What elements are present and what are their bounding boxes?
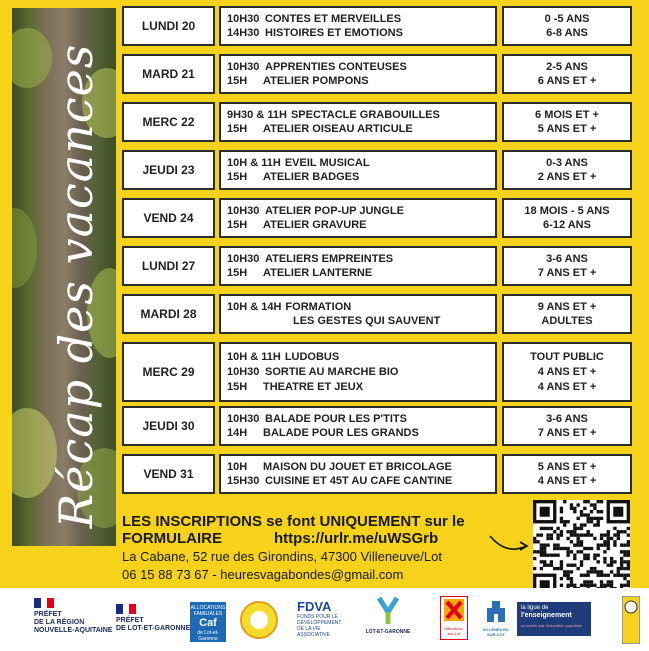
activity-time: 10H30 [227,366,260,378]
day-label: JEUDI 30 [122,406,215,446]
qr-code[interactable] [533,500,630,597]
activity-line [227,122,495,136]
activity-time: 15H [227,75,248,87]
castle-icon [483,598,509,624]
activity-line [227,412,495,426]
age-range: 6 MOIS ET + [535,109,599,121]
activity-name: ATELIER BADGES [263,171,360,183]
activities-cell [219,54,497,94]
contact-text: 06 15 88 73 67 - heuresvagabondes@gmail.com [122,567,404,582]
age-range: 0 -5 ANS [544,13,590,25]
age-range: 18 MOIS - 5 ANS [524,205,610,217]
schedule-row [122,102,632,146]
age-range: TOUT PUBLIC [530,351,604,363]
activity-line [227,426,495,440]
activity-line [227,380,495,395]
logo-caf: ALLOCATIONS FAMILIALES Caf de Lot-et-Garonne [190,602,226,642]
logo-lot-et-garonne: LOT-ET-GARONNE [362,596,414,635]
activity-name: CUISINE ET 45T AU CAFE CANTINE [265,475,453,487]
activity-name: BALADE POUR LES P'TITS [265,413,407,425]
schedule-row [122,6,632,50]
logo-prefet-dept: PRÉFET DE LOT-ET-GARONNE [116,604,190,633]
activity-name: SORTIE AU MARCHE BIO [265,366,399,378]
age-range: 6-8 ANS [546,27,588,39]
ages-cell [502,54,632,94]
activity-name: BALADE POUR LES GRANDS [263,427,419,439]
activities-cell [219,294,497,334]
activity-line [227,26,495,40]
activity-line [227,266,495,280]
activity-time: 10H30 [227,61,260,73]
activity-line [227,60,495,74]
day-label: LUNDI 27 [122,246,215,286]
logo-fdva: FDVA FONDS POUR LE DÉVELOPPEMENT DE LA VIE ASSOCIATIVE [297,599,342,638]
activity-line [227,108,495,122]
activity-name: APPRENTIES CONTEUSES [265,61,407,73]
activity-name: LUDOBUS [284,351,340,363]
day-label: MERC 22 [122,102,215,142]
logo-round-yellow [236,600,282,640]
activity-time: 10H30 [227,253,260,265]
cross-icon [442,597,466,623]
day-label: JEUDI 23 [122,150,215,190]
age-range: 6-12 ANS [543,219,591,231]
age-range: 2-5 ANS [546,61,588,73]
ages-cell [502,198,632,238]
day-label: MARDI 28 [122,294,215,334]
age-range: 7 ANS ET + [537,427,597,439]
registration-info [122,513,522,583]
activity-time: 10H & 11H [227,351,281,363]
schedule-row [122,150,632,194]
french-flag-icon [34,598,54,608]
ages-cell [502,6,632,46]
y-mark-icon [373,596,403,626]
age-range: 5 ANS ET + [537,123,597,135]
age-range: 3-6 ANS [546,253,588,265]
side-title: Récap des vacances [49,43,103,529]
activity-name: ATELIERS EMPREINTES [265,253,394,265]
ages-cell [502,294,632,334]
age-range: ADULTES [541,315,593,327]
age-range: 9 ANS ET + [537,301,597,313]
activity-line [227,300,495,314]
schedule-row [122,454,632,498]
activity-name: SPECTACLE GRABOUILLES [290,109,440,121]
activity-time: 15H [227,123,248,135]
activity-time: 15H [227,171,248,183]
activity-name: ATELIER GRAVURE [263,219,367,231]
ages-cell [502,150,632,190]
partner-logos [0,588,649,651]
day-label: MERC 29 [122,342,215,402]
activities-cell [219,246,497,286]
activity-name: EVEIL MUSICAL [284,157,370,169]
activities-cell [219,454,497,494]
ages-cell [502,454,632,494]
activities-cell [219,6,497,46]
form-url[interactable]: https://urlr.me/uWSGrb [274,530,439,547]
activity-time: 15H [227,381,248,393]
activity-line [227,12,495,26]
day-label: MARD 21 [122,54,215,94]
registration-text: LES INSCRIPTIONS se font UNIQUEMENT sur le [122,513,465,530]
activity-line [227,474,495,488]
age-range: 0-3 ANS [546,157,588,169]
activity-name: CONTES ET MERVEILLES [265,13,402,25]
activity-time: 10H30 [227,205,260,217]
activity-line [227,170,495,184]
form-word: FORMULAIRE [122,530,222,547]
activity-line [227,460,495,474]
age-range: 3-6 ANS [546,413,588,425]
schedule-row [122,294,632,338]
logo-villeneuve: Villeneuve-sur-Lot [440,596,468,640]
activity-time: 15H [227,219,248,231]
arrow-icon [488,530,532,556]
activity-name: LES GESTES QUI SAUVENT [293,315,441,327]
activity-time: 14H30 [227,27,260,39]
day-label: VEND 31 [122,454,215,494]
activity-line [227,156,495,170]
activity-time: 10H30 [227,13,260,25]
age-range: 5 ANS ET + [537,461,597,473]
day-label: VEND 24 [122,198,215,238]
ages-cell [502,406,632,446]
schedule-row [122,54,632,98]
age-range: 2 ANS ET + [537,171,597,183]
age-range: 4 ANS ET + [537,366,597,378]
age-range: 6 ANS ET + [537,75,597,87]
activity-name: ATELIER POP-UP JUNGLE [265,205,404,217]
activity-name: ATELIER OISEAU ARTICULE [263,123,413,135]
address-text: La Cabane, 52 rue des Girondins, 47300 Villeneuve/Lot [122,549,442,564]
ages-cell [502,102,632,142]
activities-cell [219,150,497,190]
logo-ligue-enseignement: la ligue de l'enseignement un avenir par l'éducation populaire [517,602,591,636]
activity-line [227,365,495,380]
logo-villeneuve-sur-lot: VILLENEUVE-SUR-LOT [478,598,514,637]
french-flag-icon [116,604,136,614]
activity-line [227,350,495,365]
logo-prefet-region: PRÉFET DE LA RÉGION NOUVELLE-AQUITAINE [34,598,112,635]
activity-time: 15H30 [227,475,260,487]
circle-emblem-icon [623,599,639,615]
age-range: 7 ANS ET + [537,267,597,279]
activities-cell [219,406,497,446]
schedule-row [122,342,632,393]
activity-line [227,252,495,266]
activity-time: 14H [227,427,248,439]
forest-photo [12,8,116,546]
activities-cell [219,198,497,238]
activity-name: MAISON DU JOUET ET BRICOLAGE [263,461,452,473]
activities-cell [219,342,497,402]
schedule-row [122,246,632,290]
age-range: 4 ANS ET + [537,475,597,487]
activity-time: 9H30 & 11H [227,109,287,121]
activity-name: HISTOIRES ET EMOTIONS [265,27,403,39]
activities-cell [219,102,497,142]
activity-time: 10H30 [227,413,260,425]
activity-time: 10H & 14H [227,301,282,313]
activity-time: 15H [227,267,248,279]
activity-line [227,204,495,218]
activity-line [227,74,495,88]
activity-line [227,218,495,232]
activity-line [227,314,495,328]
ages-cell [502,246,632,286]
schedule-row [122,198,632,242]
schedule-row [122,406,632,450]
logo-small-yellow [622,596,640,644]
activity-name: ATELIER POMPONS [263,75,369,87]
activity-name: FORMATION [285,301,352,313]
activity-name: ATELIER LANTERNE [263,267,373,279]
activity-name: THEATRE ET JEUX [263,381,364,393]
activity-time: 10H & 11H [227,157,281,169]
ages-cell [502,342,632,402]
activity-time: 10H [227,461,248,473]
day-label: LUNDI 20 [122,6,215,46]
age-range: 4 ANS ET + [537,381,597,393]
